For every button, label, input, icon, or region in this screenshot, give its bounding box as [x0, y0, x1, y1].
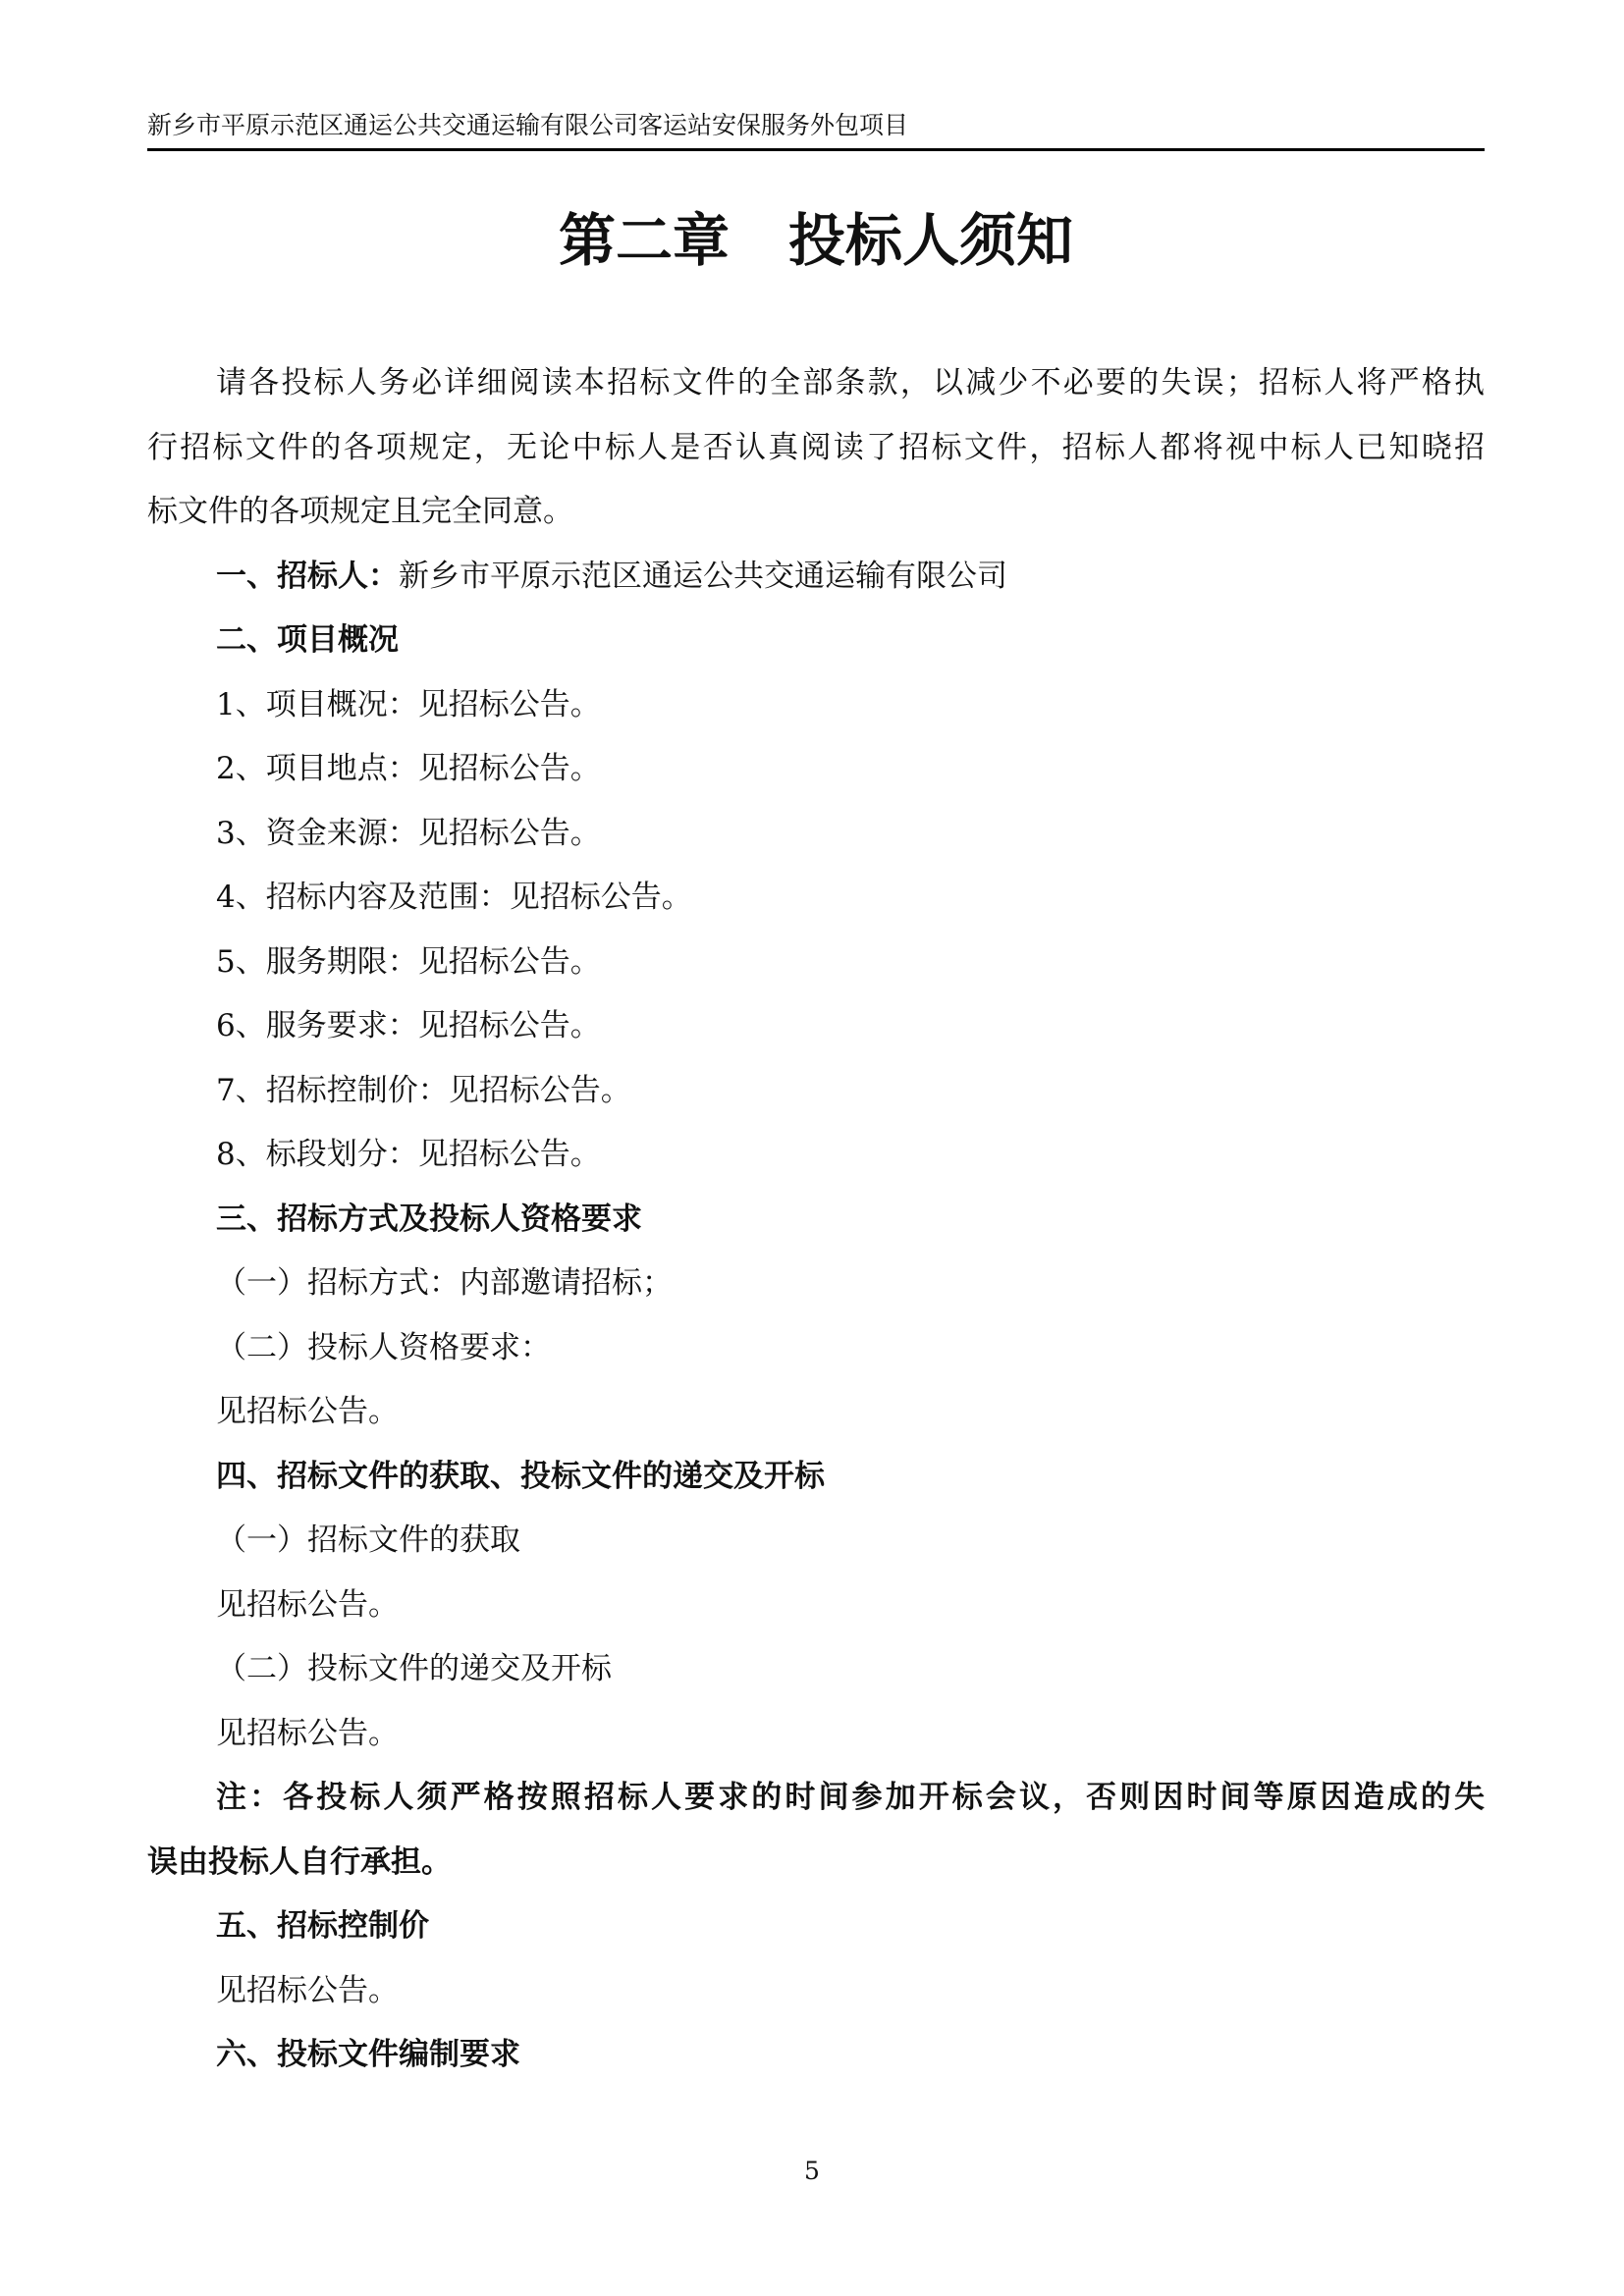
section-4-heading: 四、招标文件的获取、投标文件的递交及开标 [216, 1458, 825, 1494]
section-3-sub-2: （二）投标人资格要求： [216, 1329, 551, 1365]
note-line-1: 注：各投标人须严格按照招标人要求的时间参加开标会议，否则因时间等原因造成的失 [216, 1780, 1485, 1815]
section-3-sub-1: （一）招标方式：内部邀请招标； [216, 1265, 673, 1301]
section-4-sub-2: （二）投标文件的递交及开标 [216, 1651, 612, 1686]
note-line-2: 误由投标人自行承担。 [147, 1843, 452, 1880]
section-2-item-5: 5、服务期限：见招标公告。 [216, 943, 601, 980]
header-rule [147, 148, 1485, 151]
section-3-text: 见招标公告。 [216, 1394, 399, 1429]
section-1-value: 新乡市平原示范区通运公共交通运输有限公司 [399, 558, 1007, 594]
page-number: 5 [804, 2157, 820, 2185]
chapter-title [147, 201, 1485, 280]
section-2-heading: 二、项目概况 [216, 622, 399, 658]
section-4-text-1: 见招标公告。 [216, 1586, 399, 1623]
intro-line-1: 请各投标人务必详细阅读本招标文件的全部条款，以减少不必要的失误；招标人将严格执 [216, 365, 1485, 400]
section-2-item-2: 2、项目地点：见招标公告。 [216, 751, 601, 786]
section-1 [147, 545, 1485, 610]
section-4-sub-1: （一）招标文件的获取 [216, 1522, 520, 1558]
section-2-item-7: 7、招标控制价：见招标公告。 [216, 1072, 631, 1108]
section-2-item-6: 6、服务要求：见招标公告。 [216, 1008, 601, 1043]
section-4-text-2: 见招标公告。 [216, 1715, 399, 1751]
section-5-text: 见招标公告。 [216, 1972, 399, 2008]
intro-line-3: 标文件的各项规定且完全同意。 [147, 494, 573, 529]
section-2-item-8: 8、标段划分：见招标公告。 [216, 1137, 601, 1172]
section-1-label: 一、招标人： [216, 558, 399, 594]
chapter-name: 投标人须知 [788, 207, 1074, 274]
chapter-number: 第二章 [558, 207, 730, 274]
section-2-item-1: 1、项目概况：见招标公告。 [216, 686, 601, 722]
section-2-item-3: 3、资金来源：见招标公告。 [216, 815, 601, 851]
document-body [147, 351, 1485, 2088]
section-5-heading: 五、招标控制价 [216, 1908, 429, 1944]
section-6-heading: 六、投标文件编制要求 [216, 2037, 520, 2072]
running-header: 新乡市平原示范区通运公共交通运输有限公司客运站安保服务外包项目 [147, 111, 909, 139]
intro-line-2: 行招标文件的各项规定，无论中标人是否认真阅读了招标文件，招标人都将视中标人已知晓招 [147, 429, 1485, 465]
section-2-item-4: 4、招标内容及范围：见招标公告。 [216, 880, 692, 915]
section-3-heading: 三、招标方式及投标人资格要求 [216, 1201, 642, 1237]
